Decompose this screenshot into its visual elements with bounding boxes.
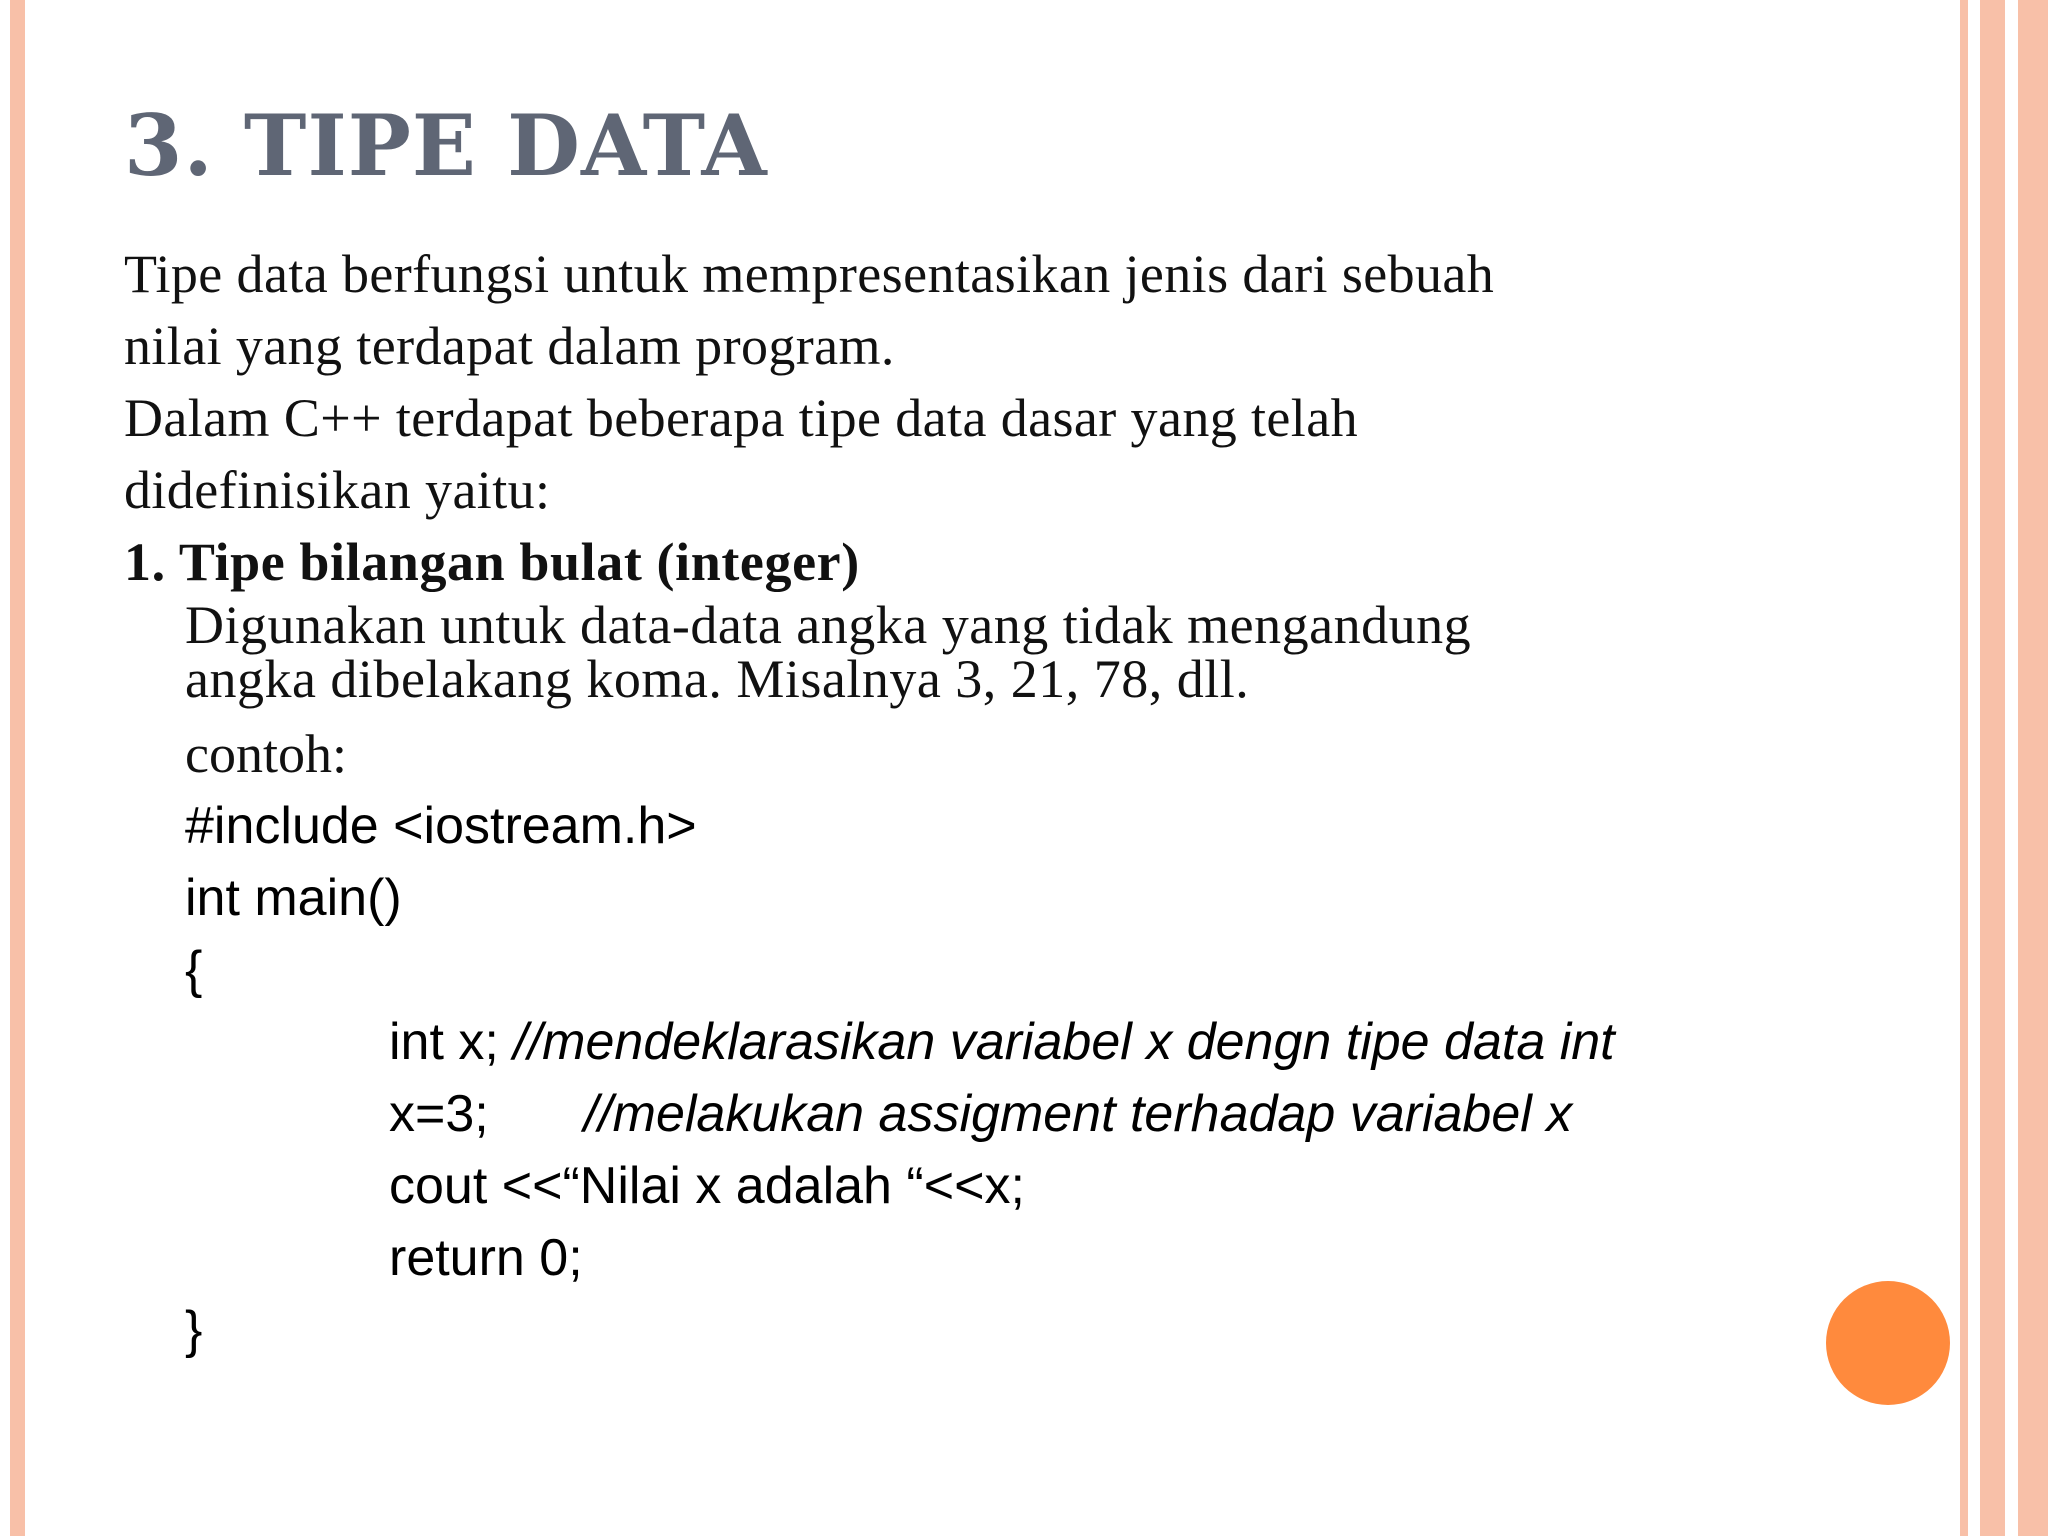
code-line: return 0; [389, 1229, 583, 1287]
code-statement: int x; [389, 1013, 514, 1071]
right-accent-bar-outer [2018, 0, 2048, 1536]
code-line [389, 1078, 1954, 1150]
code-line: { [185, 941, 203, 999]
code-line: cout <<“Nilai x adalah “<<x; [389, 1157, 1025, 1215]
section-content [185, 595, 1954, 1366]
code-line [389, 1006, 1954, 1078]
intro-line: nilai yang terdapat dalam program. [124, 316, 895, 376]
code-comment: //mendeklarasikan variabel x dengn tipe data int [513, 1013, 1615, 1071]
slide-title: 3. TIPE DATA [124, 96, 768, 195]
code-line: int main() [185, 869, 402, 927]
right-accent-bar-thin [1960, 0, 1968, 1536]
section-heading: 1. Tipe bilangan bulat (integer) [124, 532, 860, 592]
code-line: } [185, 1301, 203, 1359]
code-statement: x=3; [389, 1085, 489, 1143]
slide-body [124, 238, 1954, 1366]
section-description-line: angka dibelakang koma. Misalnya 3, 21, 78, dll. [185, 649, 1250, 709]
code-line: #include <iostream.h> [185, 797, 697, 855]
intro-line: Dalam C++ terdapat beberapa tipe data dasar yang telah [124, 388, 1358, 448]
intro-line: Tipe data berfungsi untuk mempresentasikan jenis dari sebuah [124, 244, 1495, 304]
intro-line: didefinisikan yaitu: [124, 460, 551, 520]
code-comment: //melakukan assigment terhadap variabel x [583, 1085, 1573, 1143]
example-label: contoh: [185, 724, 347, 784]
right-accent-bar-middle [1980, 0, 2005, 1536]
section-description-line: Digunakan untuk data-data angka yang tidak mengandung [185, 595, 1472, 655]
code-example [185, 790, 1954, 1366]
left-accent-bar [10, 0, 25, 1536]
